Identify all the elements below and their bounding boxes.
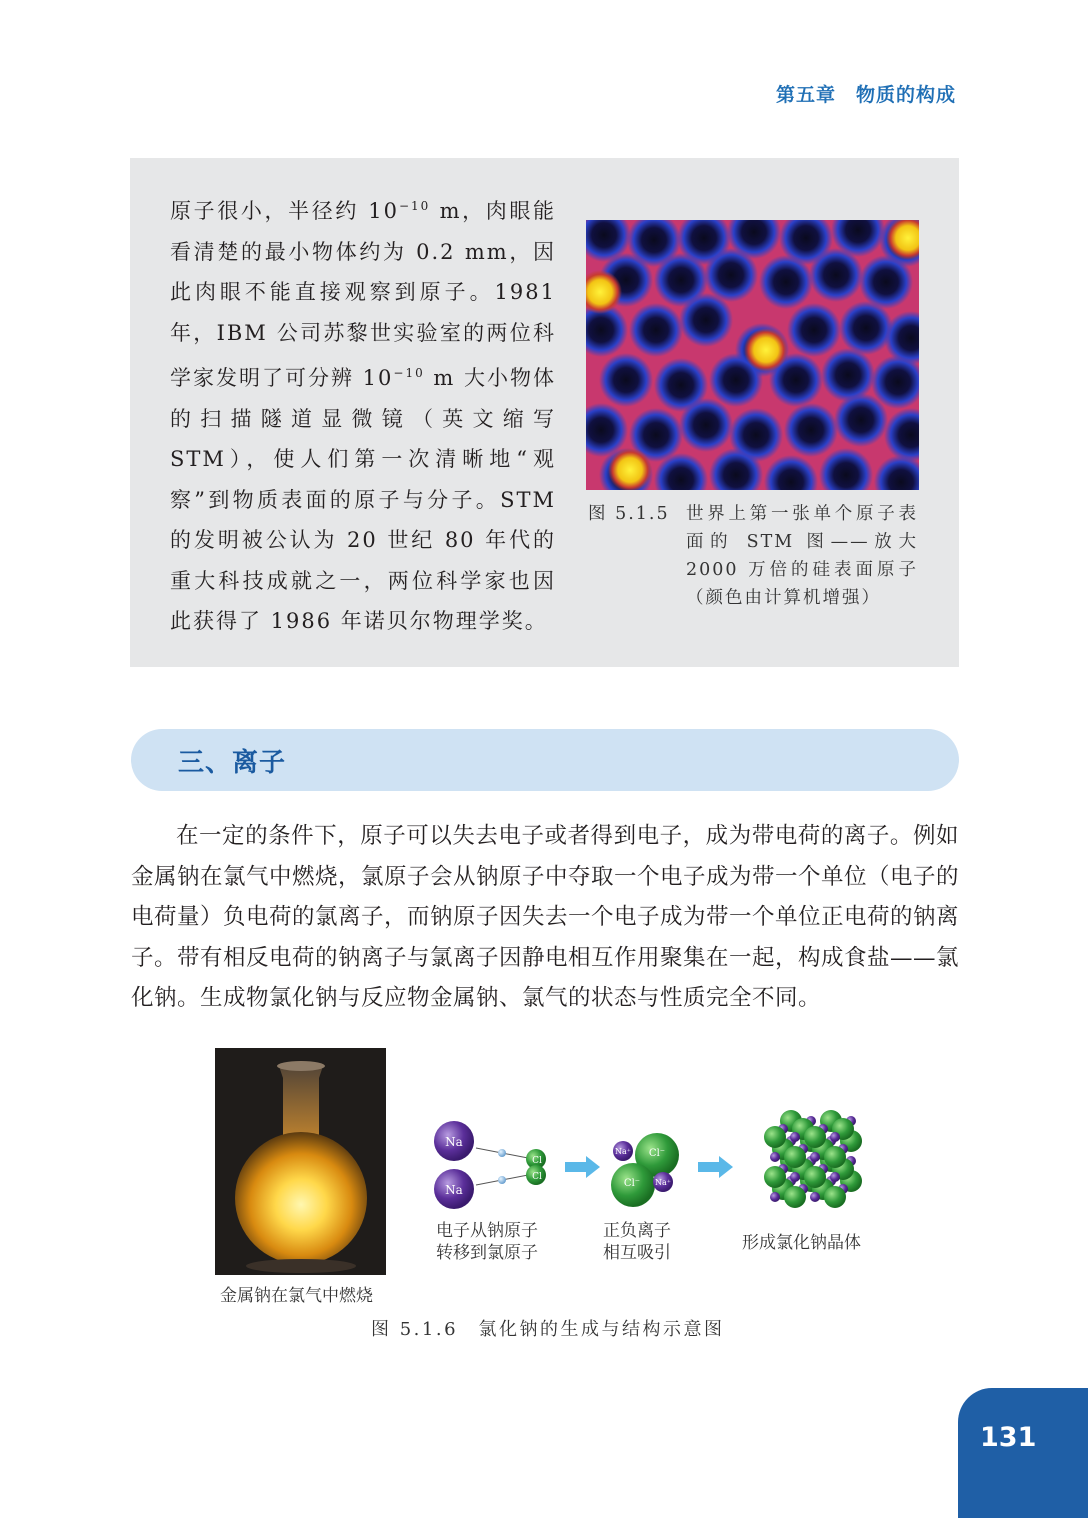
step2-ions — [611, 1133, 679, 1207]
reading-box — [130, 158, 959, 667]
figure-caption-text: 氯化钠的生成与结构示意图 — [478, 1319, 725, 1340]
burning-flask-photo — [215, 1048, 386, 1275]
cl-ion-label-1: Cl⁻ — [648, 1148, 666, 1159]
nacl-formation-diagram — [420, 1100, 890, 1270]
step2-line1: 正负离子 — [603, 1221, 671, 1241]
body-text — [131, 816, 959, 1019]
na-label-2: Na — [445, 1183, 463, 1197]
arrow-2 — [698, 1156, 733, 1178]
step2-line2: 相互吸引 — [603, 1243, 671, 1263]
page-number-tab — [958, 1388, 1088, 1518]
figure-5-1-6-caption — [371, 1315, 725, 1341]
figure-number: 图 5.1.5 — [588, 504, 670, 524]
chapter-header: 第五章 物质的构成 — [775, 84, 956, 106]
flask-photo-caption: 金属钠在氯气中燃烧 — [220, 1286, 373, 1306]
stm-image — [586, 220, 919, 490]
step1-atoms — [434, 1121, 546, 1209]
figure-number: 图 5.1.6 — [371, 1319, 459, 1340]
na-ion-label-1: Na⁺ — [615, 1147, 631, 1156]
na-ion-label-2: Na⁺ — [655, 1178, 671, 1187]
na-label-1: Na — [445, 1135, 463, 1149]
cl-label-1: Cl — [532, 1156, 542, 1166]
reading-paragraph: 原子很小，半径约 $10^{-10}$ m，肉眼能看清楚的最小物体约为 0.2 mm，因此肉眼不能直接观察到原子。1981年，IBM 公司苏黎世实验室的两位科学家发明了可分辨 $10^{-10}$ m 大小物体的扫描隧道显微镜（英文缩写 STM），使人们第一次清晰地“观察”到物质表面的原子与分子。STM 的发明被公认为 20 世纪 80 年代的重大科技成就之一，两位科学家也因此获得了 1986 年诺贝尔物理学奖。 — [170, 199, 556, 633]
step1-line2: 转移到氯原子 — [436, 1243, 538, 1263]
cl-label-2: Cl — [532, 1172, 542, 1182]
step1-line1: 电子从钠原子 — [436, 1221, 538, 1241]
arrow-1 — [565, 1156, 600, 1178]
cl-ion-label-2: Cl⁻ — [623, 1178, 641, 1189]
page-number: 131 — [980, 1422, 1037, 1453]
section-title: 三、离子 — [178, 748, 287, 778]
section-header — [131, 729, 959, 791]
step3-label: 形成氯化钠晶体 — [742, 1233, 861, 1253]
body-paragraph: 在一定的条件下，原子可以失去电子或者得到电子，成为带电荷的离子。例如金属钠在氯气中燃烧，氯原子会从钠原子中夺取一个电子成为带一个单位（电子的电荷量）负电荷的氯离子，而钠原子因失去一个电子成为带一个单位正电荷的钠离子。带有相反电荷的钠离子与氯离子因静电相互作用聚集在一起，构成食盐——氯化钠。生成物氯化钠与反应物金属钠、氯气的状态与性质完全不同。 — [131, 823, 960, 1011]
nacl-crystal — [764, 1110, 862, 1208]
figure-caption-text: 世界上第一张单个原子表面的 STM 图——放大2000 万倍的硅表面原子（颜色由计算机增强） — [686, 504, 918, 608]
